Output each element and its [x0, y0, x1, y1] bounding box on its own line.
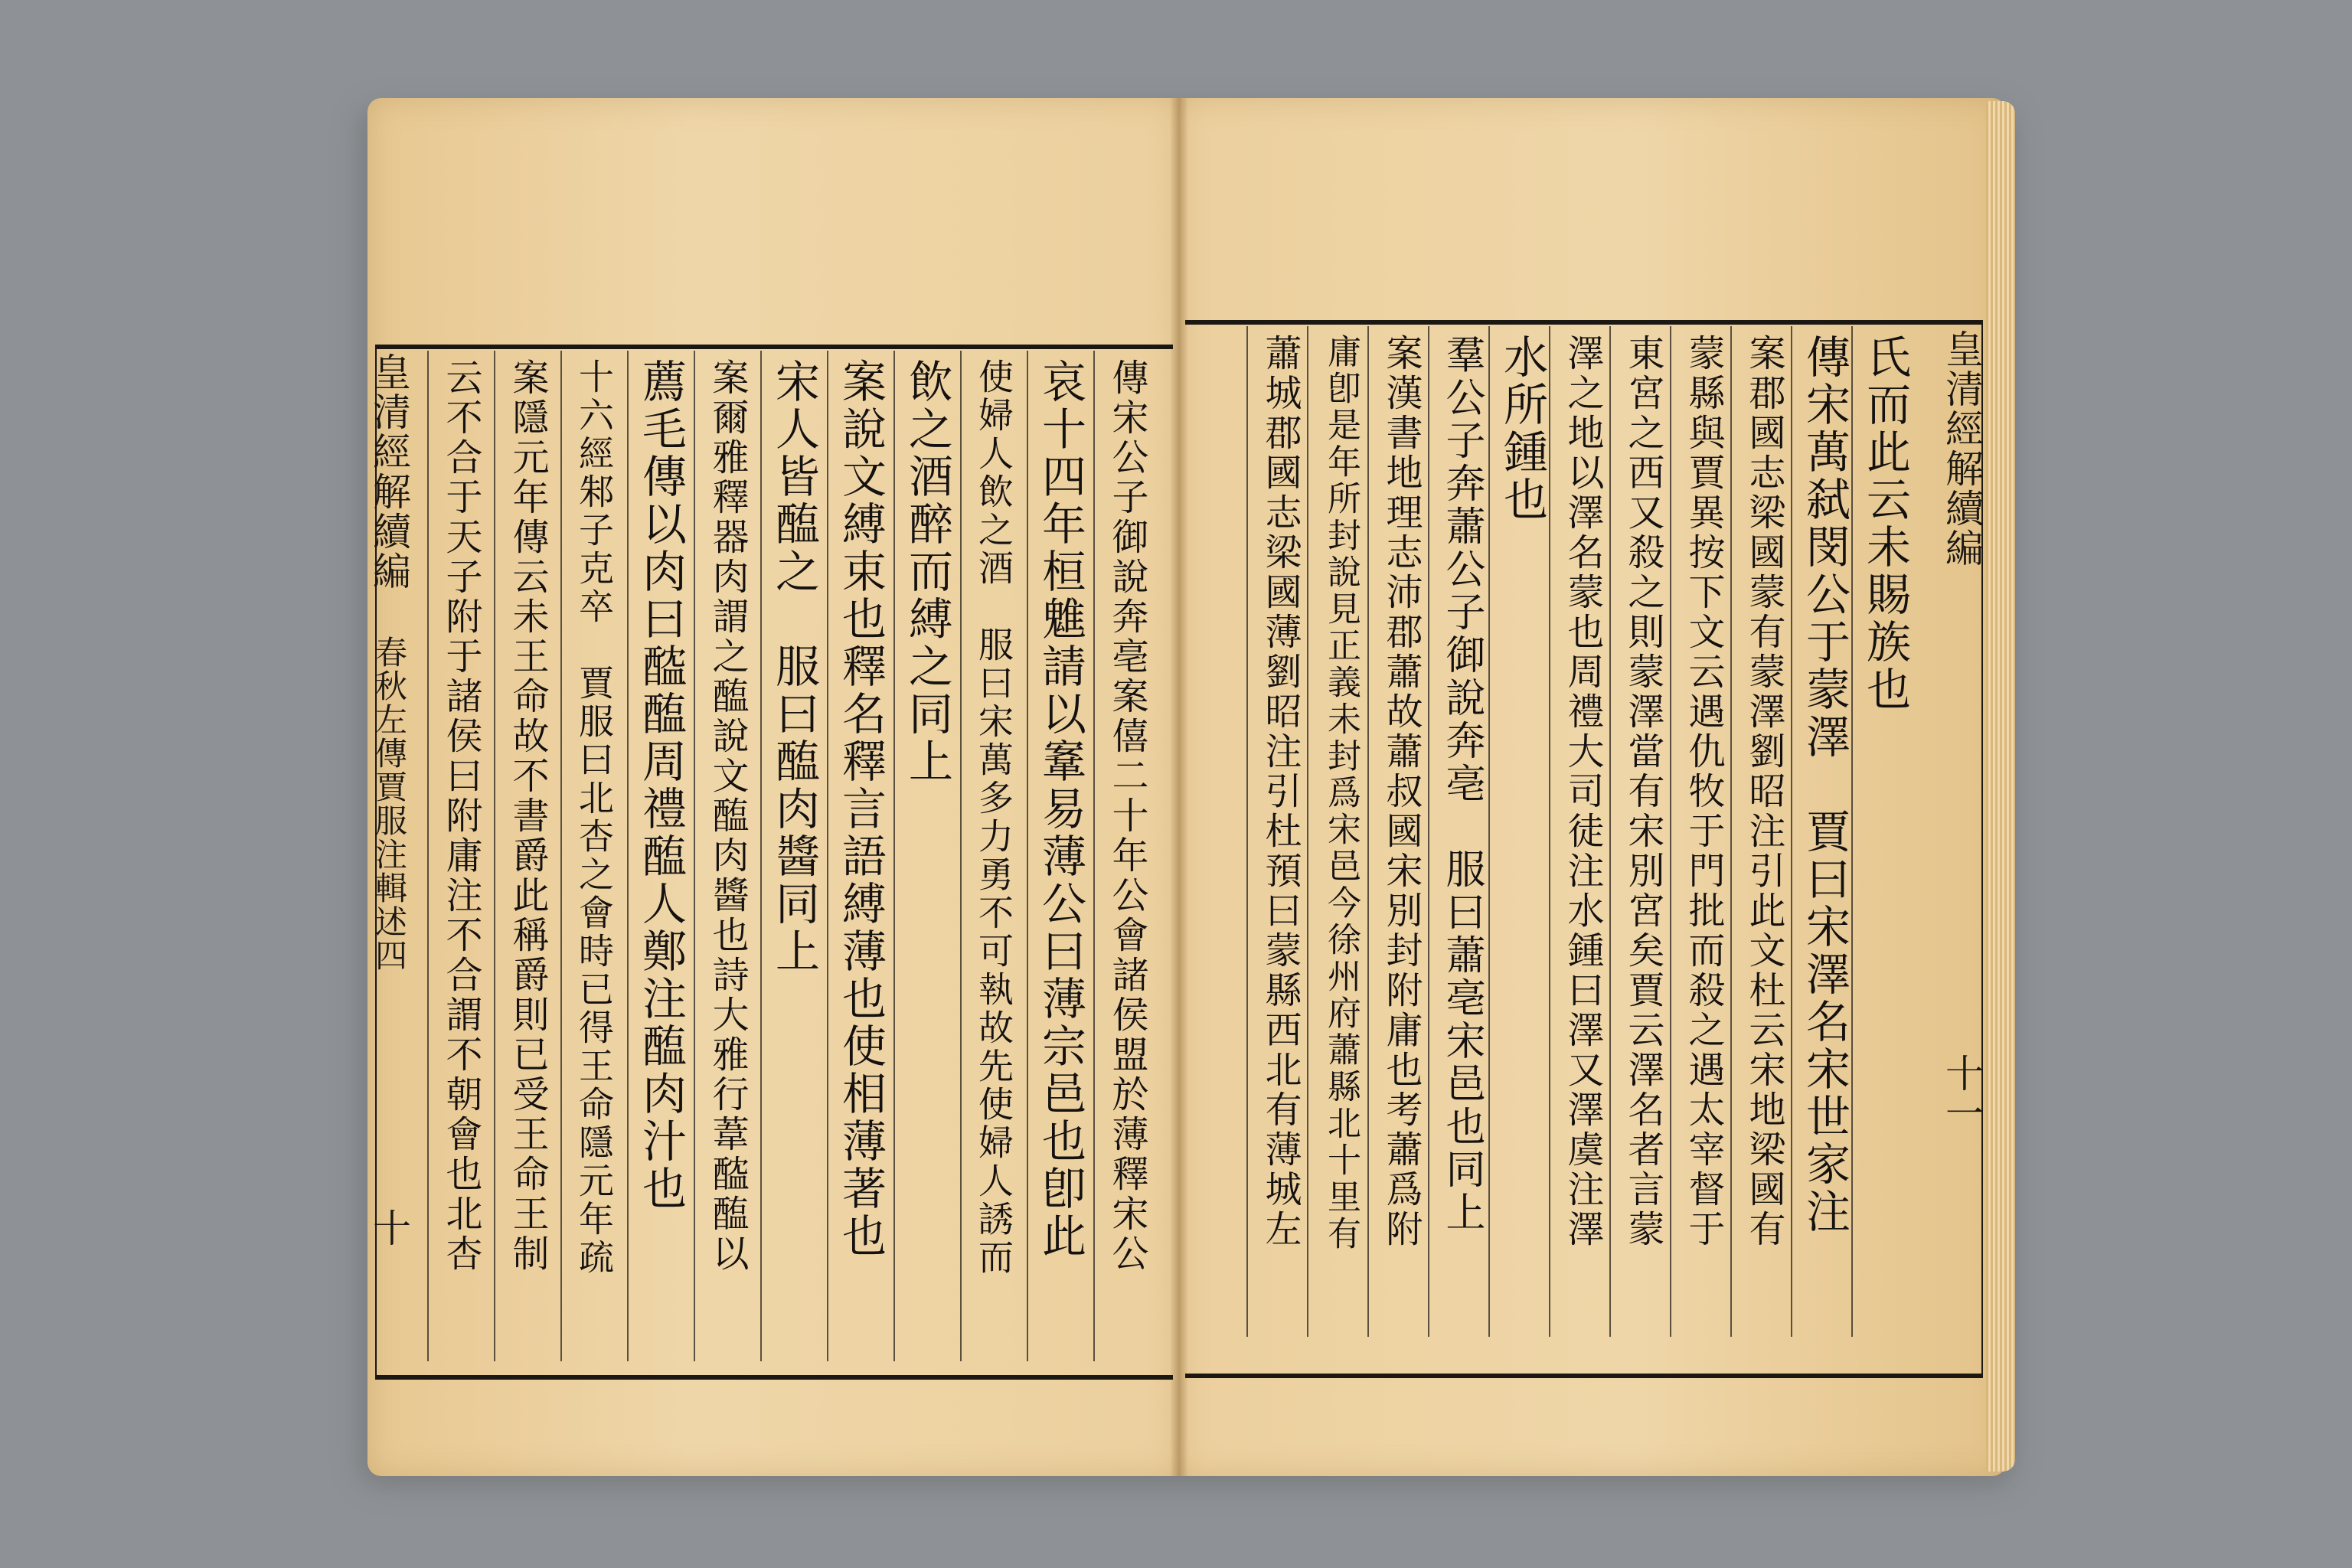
left-page-column: 云不合于天子附于諸侯曰附庸注不合謂不朝會也北杏	[439, 358, 482, 1274]
column-rule	[960, 351, 962, 1361]
right-page-column: 東宮之西又殺之則蒙澤當有宋別宮矣賈云澤名者言蒙	[1622, 334, 1664, 1250]
column-rule	[694, 351, 695, 1361]
left-page-column: 使婦人飲之酒 服曰宋萬多力勇不可執故先使婦人誘而	[973, 358, 1014, 1277]
column-rule	[1307, 326, 1308, 1337]
left-fold-subtitle: 春秋左傳賈服注輯述四	[371, 635, 408, 972]
column-rule	[427, 351, 429, 1361]
right-page-column: 傳宋萬弑閔公于蒙澤 賈曰宋澤名宋世家注	[1798, 334, 1851, 1236]
right-page-column: 案郡國志梁國蒙有蒙澤劉昭注引此文杜云宋地梁國有	[1743, 334, 1785, 1250]
left-page-column: 十六經邾子克卒 賈服曰北杏之會時已得王命隱元年疏	[573, 358, 615, 1277]
left-fold-title: 皇清經解續編	[367, 352, 411, 591]
left-page-column: 宋人皆醢之 服曰醢肉醬同上	[768, 358, 820, 975]
right-fold-title: 皇清經解續編	[1939, 329, 1984, 568]
left-page-column: 飲之酒醉而縛之同上	[901, 358, 953, 786]
left-folio: 十	[367, 1208, 411, 1248]
left-page-column: 案隱元年傳云未王命故不書爵此稱爵則已受王命王制	[506, 358, 549, 1274]
fore-edge	[1986, 101, 2015, 1472]
right-page-column: 氏而此云未賜族也	[1859, 334, 1911, 714]
right-page-column: 澤之地以澤名蒙也周禮大司徒注水鍾曰澤又澤虞注澤	[1561, 334, 1604, 1250]
right-folio: 十一	[1939, 1054, 1984, 1133]
left-page-column: 薦毛傳以肉曰醓醢周禮醢人鄭注醢肉汁也	[635, 358, 687, 1213]
column-rule	[1791, 326, 1792, 1337]
column-rule	[1851, 326, 1853, 1337]
right-page-column: 案漢書地理志沛郡蕭故蕭叔國宋別封附庸也考蕭爲附	[1380, 334, 1423, 1250]
right-page-column: 庸卽是年所封說見正義未封爲宋邑今徐州府蕭縣北十里有	[1321, 334, 1361, 1253]
right-fold-strip	[1939, 329, 1984, 1363]
left-page-column: 傳宋公子御說奔亳案僖二十年公會諸侯盟於薄釋宋公	[1106, 358, 1148, 1274]
column-rule	[1670, 326, 1671, 1337]
column-rule	[627, 351, 629, 1361]
column-rule	[1027, 351, 1028, 1361]
right-page-column: 水所鍾也	[1496, 334, 1548, 524]
left-page-column: 案說文縛束也釋名釋言語縛薄也使相薄著也	[835, 358, 887, 1260]
column-rule	[1428, 326, 1429, 1337]
column-rule	[1549, 326, 1550, 1337]
right-page-column: 蕭城郡國志梁國薄劉昭注引杜預曰蒙縣西北有薄城左	[1259, 334, 1302, 1250]
left-page-column: 案爾雅釋器肉謂之醢說文醢肉醬也詩大雅行葦醓醢以	[706, 358, 749, 1274]
column-rule	[1609, 326, 1611, 1337]
column-rule	[1093, 351, 1095, 1361]
right-page-column: 羣公子奔蕭公子御說奔亳 服曰蕭亳宋邑也同上	[1439, 334, 1485, 1234]
column-rule	[760, 351, 762, 1361]
right-page-column: 蒙縣與賈異按下文云遇仇牧于門批而殺之遇太宰督于	[1682, 334, 1725, 1250]
left-fold-strip	[366, 352, 412, 1363]
column-rule	[560, 351, 562, 1361]
column-rule	[1367, 326, 1369, 1337]
column-rule	[1730, 326, 1732, 1337]
column-rule	[494, 351, 495, 1361]
column-rule	[893, 351, 895, 1361]
left-page-column: 哀十四年桓魋請以鞌易薄公曰薄宗邑也卽此	[1034, 358, 1086, 1260]
column-rule	[1488, 326, 1490, 1337]
column-rule	[827, 351, 828, 1361]
column-rule	[1246, 326, 1248, 1337]
